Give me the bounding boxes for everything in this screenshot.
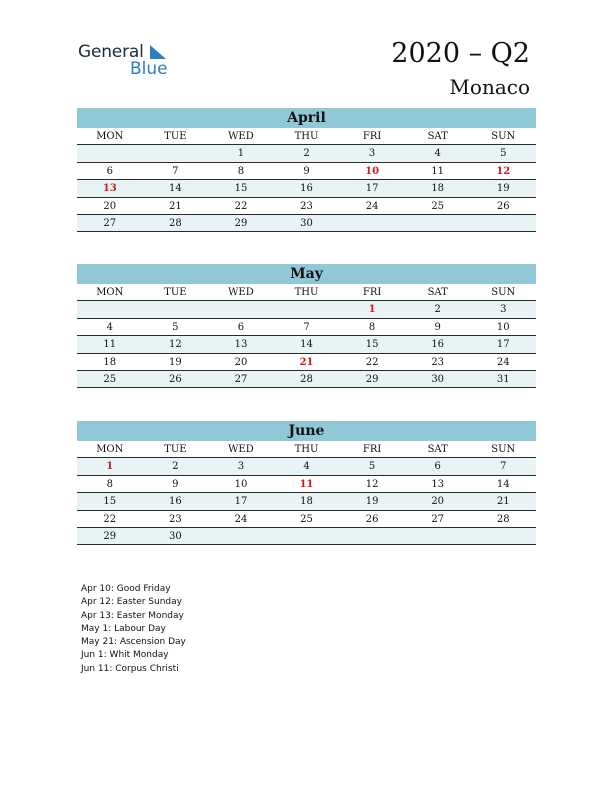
day-cell: 10 bbox=[496, 321, 510, 333]
month-april bbox=[77, 108, 536, 232]
day-cell: 14 bbox=[169, 183, 182, 195]
day-cell: 11 bbox=[431, 165, 445, 177]
day-cell: 21 bbox=[496, 496, 510, 508]
week-row bbox=[77, 354, 536, 371]
holiday-day-cell: 12 bbox=[496, 165, 511, 177]
weekday-label: TUE bbox=[164, 287, 187, 298]
weekday-label: TUE bbox=[164, 444, 187, 455]
weekday-label: SUN bbox=[491, 131, 516, 142]
weekday-label: FRI bbox=[362, 287, 382, 298]
day-cell: 6 bbox=[106, 165, 113, 177]
day-cell: 3 bbox=[237, 461, 245, 473]
day-cell: 2 bbox=[434, 304, 441, 316]
day-cell: 23 bbox=[431, 356, 445, 368]
week-row bbox=[77, 336, 536, 353]
page-title: 2020 – Q2 bbox=[391, 38, 530, 69]
holiday-list-item: May 21: Ascension Day bbox=[81, 637, 186, 648]
day-cell: 22 bbox=[234, 200, 248, 212]
day-cell: 16 bbox=[169, 496, 182, 508]
weekday-label: THU bbox=[294, 131, 319, 142]
day-cell: 23 bbox=[300, 200, 313, 212]
weekday-label: SUN bbox=[491, 287, 516, 298]
day-cell: 26 bbox=[365, 513, 379, 525]
day-cell bbox=[77, 301, 143, 317]
logo-blue-text: Blue bbox=[130, 59, 168, 79]
weekday-label: MON bbox=[96, 287, 124, 298]
week-row bbox=[77, 493, 536, 510]
day-cell: 5 bbox=[368, 461, 376, 473]
day-cell: 19 bbox=[169, 356, 182, 368]
day-cell: 24 bbox=[496, 356, 510, 368]
day-cell: 3 bbox=[368, 148, 376, 160]
day-cell bbox=[405, 528, 471, 544]
week-row bbox=[77, 476, 536, 493]
day-cell bbox=[274, 301, 340, 317]
day-cell: 7 bbox=[500, 461, 507, 473]
week-row bbox=[77, 145, 536, 162]
day-cell: 25 bbox=[431, 200, 445, 212]
weekday-header-row bbox=[77, 128, 536, 145]
day-cell: 17 bbox=[496, 339, 510, 351]
day-cell: 30 bbox=[169, 530, 182, 542]
day-cell bbox=[274, 528, 340, 544]
day-cell: 13 bbox=[234, 339, 248, 351]
weekday-label: WED bbox=[228, 444, 254, 455]
day-cell: 2 bbox=[172, 461, 179, 473]
day-cell: 9 bbox=[434, 321, 441, 333]
day-cell: 6 bbox=[237, 321, 245, 333]
holiday-list-item: Jun 11: Corpus Christi bbox=[81, 663, 179, 674]
holiday-day-cell: 10 bbox=[365, 165, 380, 177]
day-cell: 8 bbox=[237, 165, 245, 177]
holiday-day-cell: 13 bbox=[102, 183, 117, 195]
holiday-list-item: Jun 1: Whit Monday bbox=[81, 650, 169, 661]
holiday-day-cell: 1 bbox=[106, 461, 114, 473]
day-cell: 7 bbox=[172, 165, 179, 177]
weekday-label: SAT bbox=[427, 131, 448, 142]
day-cell: 27 bbox=[431, 513, 445, 525]
week-row bbox=[77, 198, 536, 215]
day-cell bbox=[143, 301, 209, 317]
day-cell: 4 bbox=[434, 148, 441, 160]
day-cell: 6 bbox=[434, 461, 441, 473]
day-cell bbox=[470, 215, 536, 231]
day-cell: 26 bbox=[169, 373, 182, 385]
weekday-label: SUN bbox=[491, 444, 516, 455]
day-cell: 8 bbox=[106, 478, 113, 490]
day-cell bbox=[339, 215, 405, 231]
day-cell: 20 bbox=[431, 496, 445, 508]
day-cell: 22 bbox=[365, 356, 379, 368]
weekday-header-row bbox=[77, 284, 536, 301]
week-row bbox=[77, 511, 536, 528]
day-cell: 19 bbox=[496, 183, 510, 195]
weekday-label: FRI bbox=[362, 131, 382, 142]
weekday-header-row bbox=[77, 441, 536, 458]
day-cell bbox=[470, 528, 536, 544]
holiday-day-cell: 11 bbox=[299, 478, 314, 490]
day-cell: 19 bbox=[365, 496, 379, 508]
day-cell: 10 bbox=[234, 478, 248, 490]
week-row bbox=[77, 180, 536, 197]
holiday-list bbox=[81, 583, 186, 676]
day-cell: 9 bbox=[172, 478, 179, 490]
weekday-label: WED bbox=[228, 131, 254, 142]
day-cell: 1 bbox=[237, 148, 245, 160]
day-cell: 25 bbox=[300, 513, 313, 525]
day-cell: 31 bbox=[496, 373, 510, 385]
day-cell: 13 bbox=[431, 478, 445, 490]
logo-general-text: General bbox=[78, 42, 144, 62]
weekday-label: SAT bbox=[427, 287, 448, 298]
day-cell: 15 bbox=[365, 339, 379, 351]
day-cell: 9 bbox=[303, 165, 310, 177]
holiday-list-item: Apr 12: Easter Sunday bbox=[81, 597, 182, 608]
weekday-label: MON bbox=[96, 131, 124, 142]
week-row bbox=[77, 301, 536, 318]
holiday-list-item: Apr 13: Easter Monday bbox=[81, 610, 184, 621]
weekday-label: TUE bbox=[164, 131, 187, 142]
day-cell: 23 bbox=[169, 513, 182, 525]
day-cell: 28 bbox=[169, 217, 182, 229]
holiday-day-cell: 1 bbox=[368, 304, 376, 316]
day-cell: 20 bbox=[234, 356, 248, 368]
day-cell: 16 bbox=[431, 339, 445, 351]
day-cell bbox=[339, 528, 405, 544]
day-cell: 22 bbox=[103, 513, 117, 525]
day-cell: 21 bbox=[169, 200, 182, 212]
day-cell bbox=[208, 301, 274, 317]
month-name: April bbox=[77, 108, 536, 128]
day-cell: 16 bbox=[300, 183, 313, 195]
logo bbox=[78, 42, 188, 82]
weekday-label: WED bbox=[228, 287, 254, 298]
weekday-label: MON bbox=[96, 444, 124, 455]
day-cell bbox=[405, 215, 471, 231]
day-cell: 7 bbox=[303, 321, 310, 333]
week-row bbox=[77, 163, 536, 180]
day-cell: 29 bbox=[103, 530, 117, 542]
day-cell: 29 bbox=[234, 217, 248, 229]
month-june bbox=[77, 421, 536, 545]
day-cell bbox=[143, 145, 209, 161]
week-row bbox=[77, 458, 536, 475]
day-cell: 17 bbox=[365, 183, 379, 195]
day-cell: 20 bbox=[103, 200, 117, 212]
holiday-day-cell: 21 bbox=[299, 356, 314, 368]
day-cell: 14 bbox=[496, 478, 510, 490]
day-cell: 26 bbox=[496, 200, 510, 212]
day-cell: 27 bbox=[103, 217, 117, 229]
day-cell: 18 bbox=[103, 356, 117, 368]
day-cell: 30 bbox=[300, 217, 313, 229]
weekday-label: THU bbox=[294, 287, 319, 298]
month-may bbox=[77, 264, 536, 388]
day-cell: 11 bbox=[103, 339, 117, 351]
day-cell: 12 bbox=[169, 339, 182, 351]
day-cell: 27 bbox=[234, 373, 248, 385]
week-row bbox=[77, 319, 536, 336]
weekday-label: FRI bbox=[362, 444, 382, 455]
holiday-list-item: Apr 10: Good Friday bbox=[81, 584, 171, 594]
day-cell: 15 bbox=[234, 183, 248, 195]
month-name: May bbox=[77, 264, 536, 284]
day-cell: 8 bbox=[368, 321, 376, 333]
day-cell: 29 bbox=[365, 373, 379, 385]
day-cell: 17 bbox=[234, 496, 248, 508]
day-cell: 15 bbox=[103, 496, 117, 508]
weekday-label: SAT bbox=[427, 444, 448, 455]
week-row bbox=[77, 528, 536, 545]
day-cell: 5 bbox=[500, 148, 507, 160]
country-name: Monaco bbox=[449, 75, 530, 99]
day-cell: 3 bbox=[500, 304, 507, 316]
day-cell: 28 bbox=[300, 373, 313, 385]
day-cell bbox=[77, 145, 143, 161]
month-name: June bbox=[77, 421, 536, 441]
day-cell: 5 bbox=[172, 321, 179, 333]
day-cell: 24 bbox=[365, 200, 379, 212]
day-cell bbox=[208, 528, 274, 544]
day-cell: 25 bbox=[103, 373, 117, 385]
day-cell: 18 bbox=[300, 496, 313, 508]
day-cell: 18 bbox=[431, 183, 445, 195]
week-row bbox=[77, 371, 536, 388]
day-cell: 30 bbox=[431, 373, 445, 385]
weekday-label: THU bbox=[294, 444, 319, 455]
week-row bbox=[77, 215, 536, 232]
day-cell: 28 bbox=[496, 513, 510, 525]
day-cell: 2 bbox=[303, 148, 310, 160]
day-cell: 4 bbox=[106, 321, 113, 333]
day-cell: 14 bbox=[300, 339, 313, 351]
holiday-list-item: May 1: Labour Day bbox=[81, 623, 166, 634]
day-cell: 24 bbox=[234, 513, 248, 525]
day-cell: 12 bbox=[365, 478, 379, 490]
day-cell: 4 bbox=[303, 461, 310, 473]
